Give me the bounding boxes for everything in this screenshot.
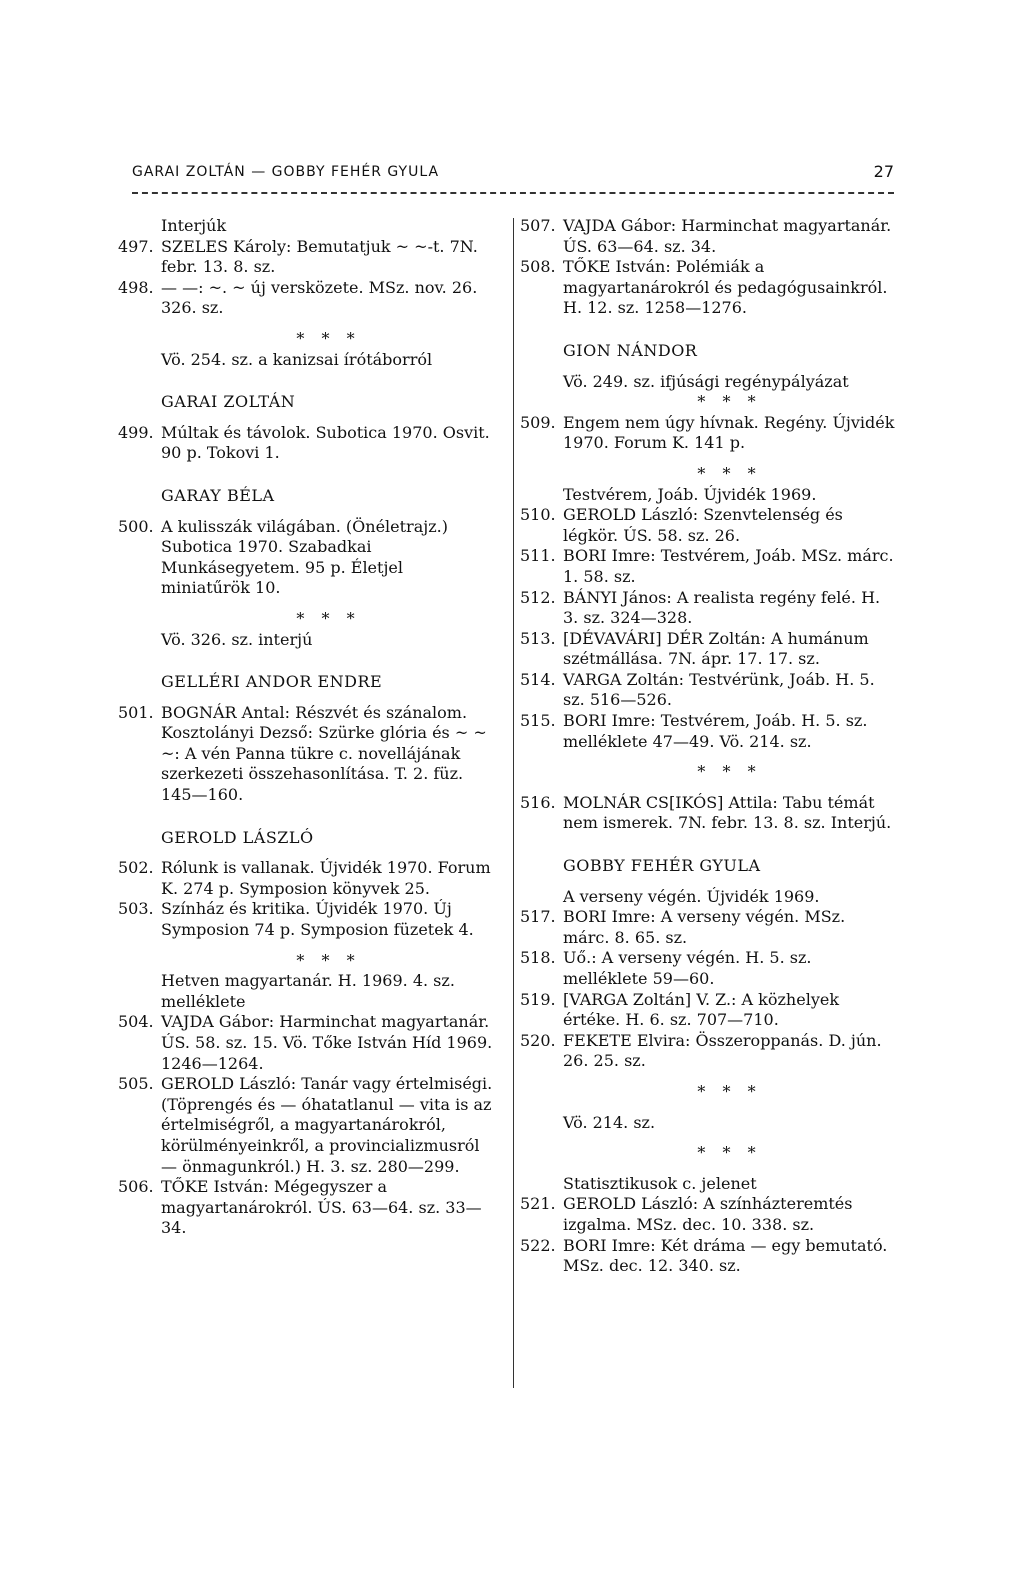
cross-reference: Vö. 254. sz. a kanizsai írótáborról (161, 349, 433, 369)
entry-text: [VARGA Zoltán] V. Z.: A közhelyek értéke. H. 6. sz. 707—710. (563, 989, 840, 1030)
entry-513 (520, 629, 896, 670)
entry-number: 502. (118, 858, 154, 878)
entry-517 (520, 907, 896, 948)
column-divider (513, 218, 514, 1388)
entry-number: 505. (118, 1074, 154, 1094)
entry-text: GEROLD László: Szenvtelenség és légkör. ÚS. 58. sz. 26. (563, 505, 843, 545)
separator-stars: * * * (697, 762, 762, 782)
entry-522 (520, 1236, 896, 1277)
entry-number: 499. (118, 422, 154, 442)
entry-number: 512. (520, 587, 556, 607)
entry-text: Uő.: A verseny végén. H. 5. sz. melléklete 59—60. (563, 948, 812, 988)
entry-text: TŐKE István: Polémiák a magyartanárokról és pedagógusainkról. H. 12. sz. 1258—1276. (563, 257, 888, 318)
entry-505 (118, 1074, 496, 1177)
entry-text: Rólunk is vallanak. Újvidék 1970. Forum K. 274 p. Symposion könyvek 25. (161, 858, 491, 898)
entry-number: 516. (520, 792, 556, 812)
entry-text: [DÉVAVÁRI] DÉR Zoltán: A humánum szétmállása. 7N. ápr. 17. 17. sz. (563, 628, 869, 669)
entry-498 (118, 278, 496, 319)
author-heading: GELLÉRI ANDOR ENDRE (161, 672, 383, 692)
entry-number: 511. (520, 546, 556, 566)
page-number: 27 (873, 162, 894, 181)
separator-stars: * * * (296, 608, 361, 628)
section-label: Interjúk (161, 216, 227, 235)
separator-stars: * * * (697, 1143, 762, 1163)
entry-number: 504. (118, 1012, 154, 1032)
entry-508 (520, 257, 896, 319)
entry-text: TŐKE István: Mégegyszer a magyartanárokról. ÚS. 63—64. sz. 33—34. (161, 1177, 482, 1238)
entry-text: BÁNYI János: A realista regény felé. H. 3. sz. 324—328. (563, 587, 881, 628)
entry-text: BORI Imre: Két dráma — egy bemutató. MSz. dec. 12. 340. sz. (563, 1235, 888, 1276)
entry-number: 510. (520, 505, 556, 525)
page-header (132, 160, 894, 190)
entry-number: 521. (520, 1194, 556, 1214)
entry-516 (520, 793, 896, 834)
entry-text: BORI Imre: A verseny végén. MSz. márc. 8. 65. sz. (563, 907, 846, 947)
separator-stars: * * * (697, 1081, 762, 1101)
entry-502 (118, 858, 496, 899)
entry-text: BORI Imre: Testvérem, Joáb. H. 5. sz. melléklete 47—49. Vö. 214. sz. (563, 711, 868, 751)
entry-text: BORI Imre: Testvérem, Joáb. MSz. márc. 1. 58. sz. (563, 546, 894, 586)
entry-number: 519. (520, 989, 556, 1009)
entry-text: SZELES Károly: Bemutatjuk ~ ~-t. 7N. febr. 13. 8. sz. (161, 236, 478, 277)
entry-500 (118, 517, 496, 599)
entry-499 (118, 423, 496, 464)
entry-number: 520. (520, 1030, 556, 1050)
left-column (118, 216, 496, 1239)
entry-506 (118, 1177, 496, 1239)
separator-stars: * * * (697, 392, 762, 412)
entry-501 (118, 703, 496, 806)
entry-510 (520, 505, 896, 546)
separator-stars: * * * (296, 950, 361, 970)
author-heading: GION NÁNDOR (563, 340, 698, 360)
entry-520 (520, 1031, 896, 1072)
entry-text: A kulisszák világában. (Önéletrajz.) Subotica 1970. Szabadkai Munkásegyetem. 95 p. Életjel miniatűrök 10. (161, 516, 448, 598)
entry-503 (118, 899, 496, 940)
right-column (520, 216, 896, 1277)
entry-number: 517. (520, 907, 556, 927)
entry-507 (520, 216, 896, 257)
entry-514 (520, 670, 896, 711)
entry-number: 515. (520, 711, 556, 731)
entry-515 (520, 711, 896, 752)
entry-text: Engem nem úgy hívnak. Regény. Újvidék 1970. Forum K. 141 p. (563, 412, 895, 453)
entry-519 (520, 990, 896, 1031)
entry-number: 498. (118, 277, 154, 297)
entry-number: 497. (118, 236, 154, 256)
entry-number: 501. (118, 702, 154, 722)
entry-511 (520, 546, 896, 587)
running-title: GARAI ZOLTÁN — GOBBY FEHÉR GYULA (132, 164, 440, 180)
entry-number: 503. (118, 899, 154, 919)
author-heading: GARAY BÉLA (161, 485, 275, 505)
entry-518 (520, 948, 896, 989)
entry-text: — —: ~. ~ új versközete. MSz. nov. 26. 326. sz. (161, 277, 478, 318)
entry-text: GEROLD László: A színházteremtés izgalma. MSz. dec. 10. 338. sz. (563, 1194, 853, 1234)
separator-stars: * * * (697, 463, 762, 483)
entry-text: Színház és kritika. Újvidék 1970. Új Symposion 74 p. Symposion füzetek 4. (161, 899, 474, 940)
cross-reference: Vö. 249. sz. ifjúsági regénypályázat (563, 371, 849, 391)
header-rule (132, 192, 894, 195)
entry-521 (520, 1194, 896, 1235)
separator-stars: * * * (296, 328, 361, 348)
author-heading: GARAI ZOLTÁN (161, 392, 296, 412)
entry-509 (520, 413, 896, 454)
entry-text: MOLNÁR CS[IKÓS] Attila: Tabu témát nem ismerek. 7N. febr. 13. 8. sz. Interjú. (563, 792, 892, 833)
entry-number: 507. (520, 216, 556, 235)
author-heading: GOBBY FEHÉR GYULA (563, 856, 761, 876)
entry-512 (520, 588, 896, 629)
work-title: Testvérem, Joáb. Újvidék 1969. (563, 484, 817, 504)
entry-text: FEKETE Elvira: Összeroppanás. D. jún. 26. 25. sz. (563, 1030, 882, 1071)
entry-number: 506. (118, 1177, 154, 1197)
cross-reference: Vö. 326. sz. interjú (161, 629, 313, 649)
work-title: Hetven magyartanár. H. 1969. 4. sz. melléklete (161, 971, 455, 1011)
work-title: A verseny végén. Újvidék 1969. (563, 886, 820, 906)
entry-number: 522. (520, 1235, 556, 1255)
entry-text: VAJDA Gábor: Harminchat magyartanár. ÚS. 58. sz. 15. Vö. Tőke István Híd 1969. 1246—1264. (161, 1012, 493, 1073)
entry-504 (118, 1012, 496, 1074)
work-title: Statisztikusok c. jelenet (563, 1173, 757, 1193)
author-heading: GEROLD LÁSZLÓ (161, 827, 314, 847)
entry-text: BOGNÁR Antal: Részvét és szánalom. Kosztolányi Dezső: Szürke glória és ~ ~ ~: A vén Panna tükre c. novellájának szerkezeti összehasonlítása. T. 2. füz. 145—160. (161, 702, 487, 805)
entry-text: VAJDA Gábor: Harminchat magyartanár. ÚS. 63—64. sz. 34. (563, 216, 892, 256)
entry-text: Múltak és távolok. Subotica 1970. Osvit. 90 p. Tokovi 1. (161, 422, 490, 463)
entry-497 (118, 237, 496, 278)
entry-number: 508. (520, 257, 556, 277)
cross-reference: Vö. 214. sz. (563, 1112, 656, 1132)
entry-number: 513. (520, 628, 556, 648)
entry-number: 518. (520, 948, 556, 968)
entry-text: GEROLD László: Tanár vagy értelmiségi. (Töprengés és — óhatatlanul — vita is az értelmiségről, a magyartanárokról, körülményeinkről, a provincializmusról — önmagunkról.) H. 3. sz. 280—299. (161, 1074, 493, 1176)
entry-text: VARGA Zoltán: Testvérünk, Joáb. H. 5. sz. 516—526. (563, 669, 875, 710)
entry-number: 500. (118, 516, 154, 536)
entry-number: 514. (520, 669, 556, 689)
entry-number: 509. (520, 412, 556, 432)
